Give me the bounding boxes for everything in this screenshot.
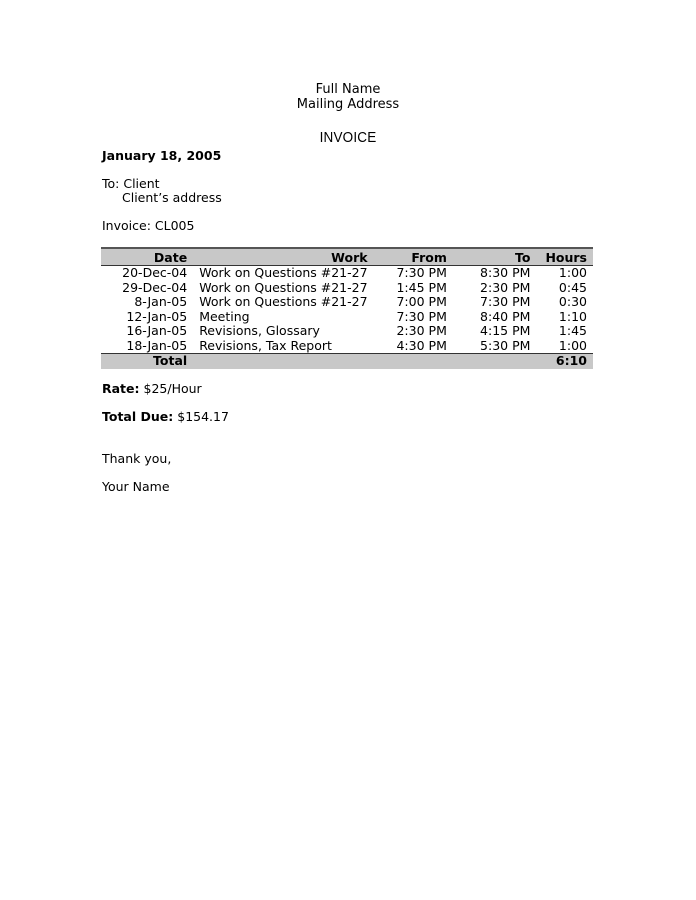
cell-to: 8:40 PM: [480, 308, 531, 324]
invoice-number: Invoice: CL005: [102, 218, 195, 233]
cell-to: 4:15 PM: [480, 323, 531, 338]
cell-work: Work on Questions #21-27: [199, 265, 368, 280]
cell-date: 20-Dec-04: [122, 265, 188, 280]
column-header-work: Work: [193, 248, 373, 266]
table-row: [101, 295, 593, 310]
total-empty-cell: [453, 354, 537, 370]
column-header-to: To: [453, 248, 537, 266]
cell-date: 16-Jan-05: [126, 323, 188, 338]
sender-address: Mailing Address: [296, 97, 400, 112]
total-label: Total: [101, 354, 193, 370]
column-header-hours: Hours: [536, 248, 593, 266]
table-row: [101, 281, 593, 296]
rate-line: [102, 381, 202, 396]
cell-date: 18-Jan-05: [101, 339, 193, 354]
cell-hours: 1:00: [558, 265, 587, 280]
table-row: [101, 310, 593, 325]
invoice-title: INVOICE: [319, 129, 377, 146]
total-hours: 6:10: [536, 354, 593, 370]
recipient-name: To: Client: [102, 176, 160, 191]
sender-name: Full Name: [315, 82, 381, 97]
closing-thanks: Thank you,: [102, 451, 172, 466]
cell-to: 7:30 PM: [480, 294, 531, 309]
table-header-row: [101, 248, 593, 266]
total-due-line: [102, 409, 229, 424]
cell-date: 8-Jan-05: [134, 294, 188, 309]
total-empty-cell: [374, 354, 453, 370]
cell-from: 7:30 PM: [396, 265, 447, 280]
rate-label: Rate:: [102, 381, 140, 396]
cell-work: Work on Questions #21-27: [199, 279, 368, 295]
cell-work: Revisions, Glossary: [199, 323, 320, 338]
cell-to: 2:30 PM: [480, 279, 531, 295]
recipient-address: Client’s address: [122, 190, 222, 205]
cell-hours: 0:30: [558, 294, 587, 309]
cell-from: 1:45 PM: [396, 279, 447, 295]
cell-to: 8:30 PM: [480, 265, 531, 280]
total-empty-cell: [193, 354, 373, 370]
column-header-date: Date: [101, 248, 193, 266]
total-due-label: Total Due:: [102, 409, 174, 424]
work-items-table: [101, 247, 593, 369]
cell-work: Revisions, Tax Report: [193, 339, 373, 354]
cell-date: 12-Jan-05: [126, 308, 188, 324]
invoice-date: January 18, 2005: [102, 148, 222, 163]
cell-from: 7:30 PM: [396, 308, 447, 324]
cell-hours: 1:00: [536, 339, 593, 354]
cell-work: Meeting: [199, 308, 250, 324]
signature-name: Your Name: [102, 479, 170, 494]
cell-hours: 1:10: [558, 308, 587, 324]
cell-from: 2:30 PM: [396, 323, 447, 338]
cell-hours: 0:45: [558, 279, 587, 295]
table-row: [101, 339, 593, 354]
table-row: [101, 266, 593, 281]
cell-hours: 1:45: [558, 323, 587, 338]
cell-date: 29-Dec-04: [122, 279, 188, 295]
total-row: [101, 354, 593, 370]
cell-from: 7:00 PM: [396, 294, 447, 309]
cell-from: 4:30 PM: [374, 339, 453, 354]
column-header-from: From: [374, 248, 453, 266]
cell-work: Work on Questions #21-27: [199, 294, 368, 309]
total-due-value: $154.17: [177, 409, 229, 424]
rate-value: $25/Hour: [143, 381, 202, 396]
cell-to: 5:30 PM: [453, 339, 537, 354]
table-row: [101, 324, 593, 339]
